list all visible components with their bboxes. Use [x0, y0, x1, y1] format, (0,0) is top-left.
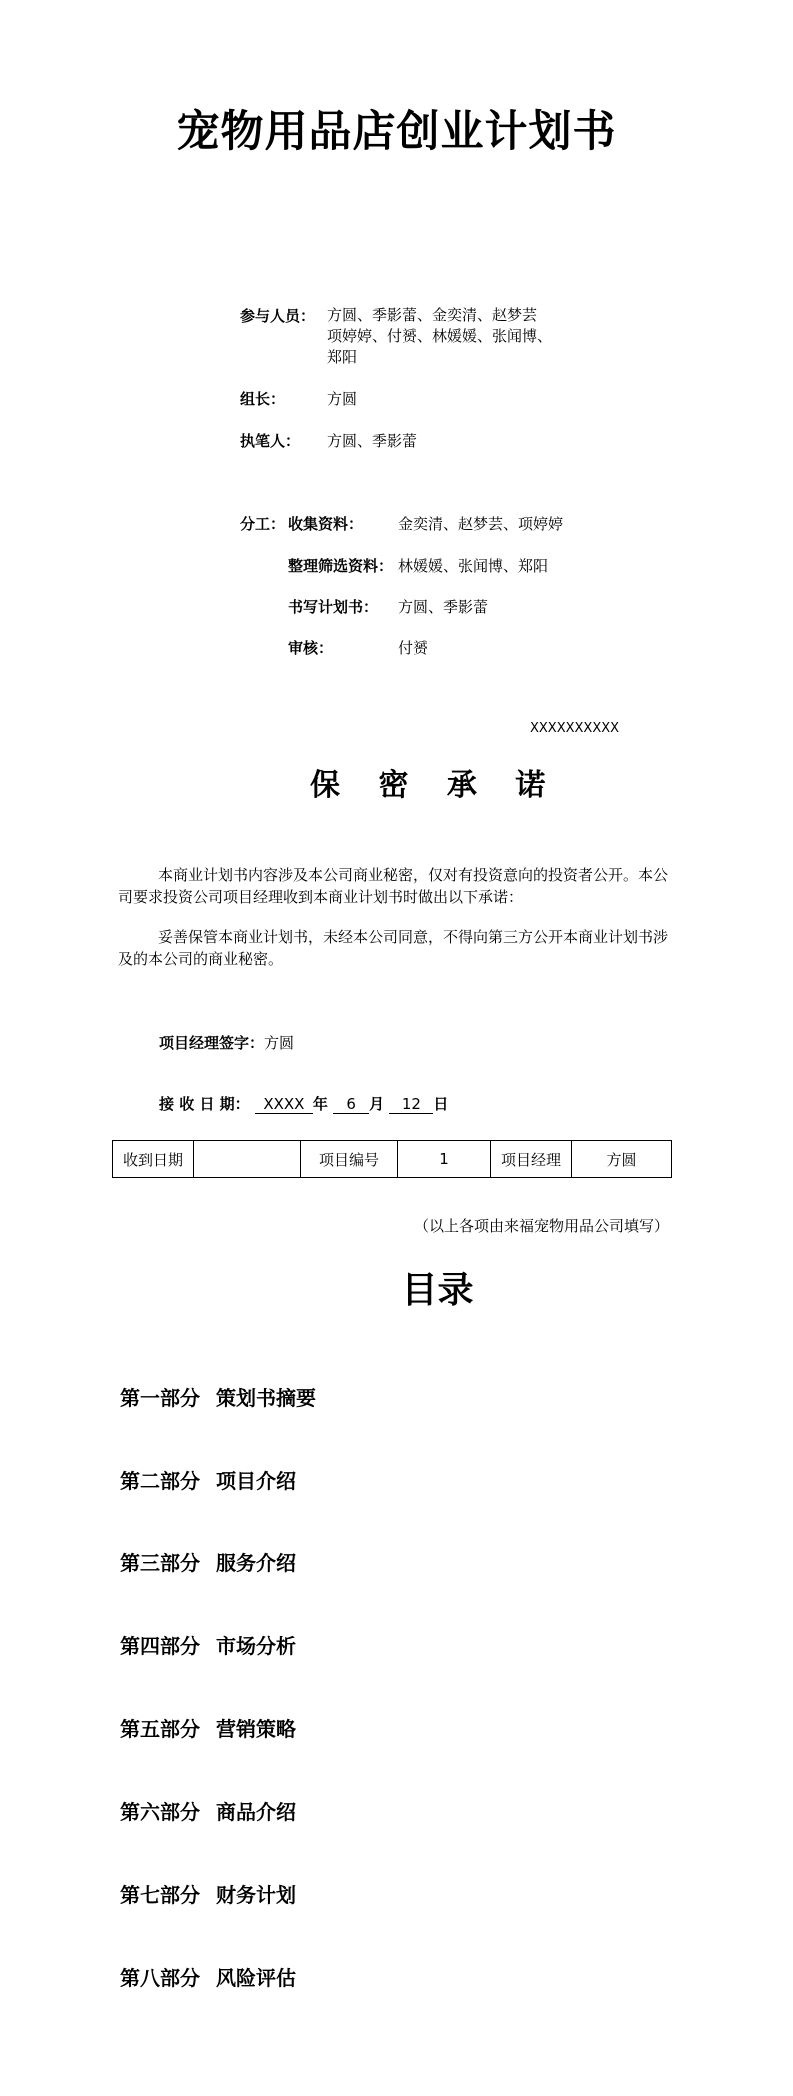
date-year: XXXX: [255, 1095, 313, 1114]
signature-line: [159, 1032, 294, 1053]
writer-label: 执笔人：: [240, 432, 301, 450]
division-people: 方圆、季影蕾: [398, 598, 489, 616]
toc-item[interactable]: [120, 1796, 296, 1825]
signature-label: 项目经理签字：: [159, 1034, 265, 1052]
paragraph-text: 本商业计划书内容涉及本公司商业秘密，仅对有投资意向的投资者公开。本公司要求投资公司项目经理收到本商业计划书时做出以下承诺：: [118, 866, 669, 906]
division-task: 书写计划书：: [288, 598, 379, 616]
members-line: 方圆、季影蕾、金奕清、赵梦芸: [327, 306, 538, 324]
toc-name: 策划书摘要: [216, 1386, 316, 1410]
toc-item[interactable]: [120, 1879, 296, 1908]
toc-part: 第五部分: [120, 1717, 200, 1741]
date-month-unit: 月: [369, 1095, 385, 1113]
toc-name: 营销策略: [216, 1717, 296, 1741]
toc-part: 第八部分: [120, 1966, 200, 1990]
document-code: XXXXXXXXXX: [530, 721, 620, 736]
leader-label: 组长：: [240, 390, 286, 408]
toc-name: 财务计划: [216, 1883, 296, 1907]
project-no-label: 项目编号: [301, 1141, 398, 1178]
leader-name: 方圆: [327, 390, 358, 408]
date-day-unit: 日: [433, 1095, 449, 1113]
date-month: 6: [333, 1095, 369, 1114]
toc-part: 第六部分: [120, 1800, 200, 1824]
date-day: 12: [389, 1095, 433, 1114]
receive-date-line: [159, 1093, 448, 1114]
toc-part: 第二部分: [120, 1469, 200, 1493]
toc-part: 第一部分: [120, 1386, 200, 1410]
confidential-title: 保 密 承 诺: [310, 768, 560, 803]
toc-name: 项目介绍: [216, 1469, 296, 1493]
division-label: 分工：: [240, 515, 286, 533]
toc-item[interactable]: [120, 1630, 296, 1659]
toc-item[interactable]: [120, 1962, 296, 1991]
paragraph-text: 妥善保管本商业计划书，未经本公司同意，不得向第三方公开本商业计划书涉及的本公司的商业秘密。: [118, 928, 669, 968]
members-line: 项婷婷、付赟、林媛媛、张闻博、: [327, 327, 553, 345]
toc-part: 第三部分: [120, 1551, 200, 1575]
members-list: [327, 305, 552, 368]
members-line: 郑阳: [327, 348, 358, 366]
toc-part: 第七部分: [120, 1883, 200, 1907]
toc-item[interactable]: [120, 1382, 316, 1411]
manager-label: 项目经理: [491, 1141, 572, 1178]
division-people: 金奕清、赵梦芸、项婷婷: [398, 515, 564, 533]
members-label: 参与人员：: [240, 307, 316, 325]
receipt-table: [112, 1140, 672, 1178]
division-people: 付赟: [398, 639, 429, 657]
toc-item[interactable]: [120, 1713, 296, 1742]
toc-part: 第四部分: [120, 1634, 200, 1658]
fill-note: （以上各项由来福宠物用品公司填写）: [414, 1217, 670, 1235]
toc-name: 商品介绍: [216, 1800, 296, 1824]
toc-item[interactable]: [120, 1465, 296, 1494]
division-task: 收集资料：: [288, 515, 364, 533]
toc-title: 目录: [401, 1270, 474, 1311]
receive-date-label: 接 收 日 期：: [159, 1095, 250, 1113]
signature-name: 方圆: [264, 1034, 295, 1052]
confidential-paragraph-1: [118, 864, 673, 908]
toc-item[interactable]: [120, 1547, 296, 1576]
toc-name: 风险评估: [216, 1966, 296, 1990]
date-year-unit: 年: [312, 1095, 328, 1113]
manager-value: 方圆: [572, 1141, 672, 1178]
received-date-label: 收到日期: [113, 1141, 194, 1178]
received-date-value: [194, 1141, 301, 1178]
table-row: [113, 1141, 672, 1178]
writer-names: 方圆、季影蕾: [327, 432, 418, 450]
project-no-value: 1: [398, 1141, 491, 1178]
division-people: 林媛媛、张闻博、郑阳: [398, 557, 549, 575]
division-task: 审核：: [288, 639, 334, 657]
toc-name: 服务介绍: [216, 1551, 296, 1575]
division-task: 整理筛选资料：: [288, 557, 394, 575]
document-title: 宠物用品店创业计划书: [176, 107, 617, 157]
confidential-paragraph-2: [118, 926, 673, 970]
toc-name: 市场分析: [216, 1634, 296, 1658]
